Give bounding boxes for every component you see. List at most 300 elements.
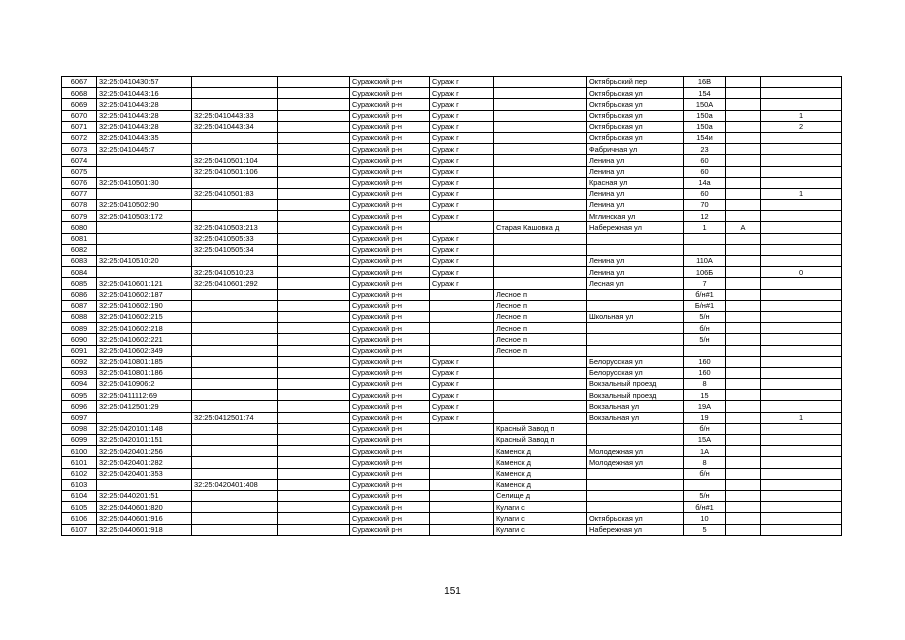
cell-town: Сураж г [430, 77, 494, 88]
cell-extra-code [278, 446, 350, 457]
cell-house-number: 160 [684, 367, 726, 378]
cell-row-number: 6104 [62, 490, 97, 501]
cell-extra-code [278, 110, 350, 121]
cell-flat-number: 0 [761, 267, 842, 278]
cell-extra-code [278, 267, 350, 278]
cell-town: Сураж г [430, 155, 494, 166]
cell-cadastral-number: 32:25:0440601:916 [97, 513, 192, 524]
cell-building-letter [726, 468, 761, 479]
cell-flat-number [761, 367, 842, 378]
cell-extra-code [278, 479, 350, 490]
table-row [62, 379, 842, 390]
cell-parent-cadastral-number [192, 289, 278, 300]
cell-extra-code [278, 166, 350, 177]
cell-extra-code [278, 121, 350, 132]
cell-building-letter [726, 233, 761, 244]
cell-house-number: 106Б [684, 267, 726, 278]
cell-building-letter [726, 188, 761, 199]
cell-house-number: 8 [684, 379, 726, 390]
cell-street: Белорусская ул [587, 356, 684, 367]
cell-town: Сураж г [430, 256, 494, 267]
cell-parent-cadastral-number: 32:25:0410501:104 [192, 155, 278, 166]
cell-extra-code [278, 244, 350, 255]
cell-house-number [684, 233, 726, 244]
cell-extra-code [278, 401, 350, 412]
cell-street: Ленина ул [587, 200, 684, 211]
cell-street [587, 300, 684, 311]
cell-row-number: 6079 [62, 211, 97, 222]
cell-cadastral-number: 32:25:0410602:221 [97, 334, 192, 345]
cell-street: Молодежная ул [587, 446, 684, 457]
cell-row-number: 6082 [62, 244, 97, 255]
cell-parent-cadastral-number: 32:25:0412501:74 [192, 412, 278, 423]
table-row [62, 166, 842, 177]
cell-district: Суражский р-н [350, 244, 430, 255]
cell-row-number: 6107 [62, 524, 97, 535]
cell-building-letter [726, 267, 761, 278]
cell-flat-number [761, 457, 842, 468]
cell-building-letter [726, 166, 761, 177]
cell-street: Набережная ул [587, 222, 684, 233]
registry-table [61, 76, 842, 536]
cell-district: Суражский р-н [350, 311, 430, 322]
cell-row-number: 6092 [62, 356, 97, 367]
cell-flat-number [761, 244, 842, 255]
cell-flat-number [761, 356, 842, 367]
table-row [62, 513, 842, 524]
cell-cadastral-number [97, 188, 192, 199]
cell-town: Сураж г [430, 244, 494, 255]
cell-row-number: 6100 [62, 446, 97, 457]
cell-building-letter [726, 256, 761, 267]
cell-building-letter [726, 446, 761, 457]
cell-street: Молодежная ул [587, 457, 684, 468]
cell-flat-number [761, 155, 842, 166]
cell-street [587, 345, 684, 356]
cell-cadastral-number: 32:25:0420101:151 [97, 435, 192, 446]
cell-building-letter [726, 334, 761, 345]
cell-town: Сураж г [430, 390, 494, 401]
cell-cadastral-number: 32:25:0410906:2 [97, 379, 192, 390]
table-row [62, 233, 842, 244]
cell-building-letter [726, 278, 761, 289]
cell-flat-number [761, 222, 842, 233]
cell-town: Сураж г [430, 267, 494, 278]
cell-flat-number [761, 256, 842, 267]
cell-settlement: Лесное п [494, 311, 587, 322]
cell-street: Красная ул [587, 177, 684, 188]
cell-district: Суражский р-н [350, 345, 430, 356]
cell-town: Сураж г [430, 233, 494, 244]
cell-town [430, 345, 494, 356]
cell-row-number: 6091 [62, 345, 97, 356]
cell-house-number: 1 [684, 222, 726, 233]
cell-row-number: 6069 [62, 99, 97, 110]
cell-flat-number [761, 278, 842, 289]
cell-row-number: 6094 [62, 379, 97, 390]
cell-parent-cadastral-number [192, 323, 278, 334]
table-row [62, 144, 842, 155]
cell-house-number: б/н [684, 423, 726, 434]
cell-parent-cadastral-number: 32:25:0410501:106 [192, 166, 278, 177]
cell-settlement [494, 177, 587, 188]
cell-building-letter [726, 356, 761, 367]
cell-settlement: Каменск д [494, 468, 587, 479]
cell-cadastral-number: 32:25:0440601:820 [97, 502, 192, 513]
cell-extra-code [278, 177, 350, 188]
cell-building-letter [726, 77, 761, 88]
cell-settlement: Старая Кашовка д [494, 222, 587, 233]
cell-parent-cadastral-number: 32:25:0410443:33 [192, 110, 278, 121]
cell-town [430, 490, 494, 501]
page-number: 151 [444, 586, 461, 597]
cell-district: Суражский р-н [350, 300, 430, 311]
table-row [62, 77, 842, 88]
cell-street: Лесная ул [587, 278, 684, 289]
cell-street [587, 435, 684, 446]
cell-row-number: 6081 [62, 233, 97, 244]
cell-cadastral-number: 32:25:0410510:20 [97, 256, 192, 267]
cell-row-number: 6101 [62, 457, 97, 468]
cell-cadastral-number: 32:25:0410443:35 [97, 132, 192, 143]
cell-flat-number [761, 311, 842, 322]
cell-district: Суражский р-н [350, 367, 430, 378]
table-row [62, 479, 842, 490]
cell-street: Ленина ул [587, 155, 684, 166]
cell-building-letter [726, 479, 761, 490]
cell-house-number: 10 [684, 513, 726, 524]
cell-settlement: Кулаги с [494, 513, 587, 524]
cell-street [587, 468, 684, 479]
cell-parent-cadastral-number [192, 99, 278, 110]
cell-flat-number: 1 [761, 188, 842, 199]
cell-cadastral-number: 32:25:0410602:187 [97, 289, 192, 300]
table-row [62, 132, 842, 143]
cell-parent-cadastral-number [192, 144, 278, 155]
cell-settlement: Лесное п [494, 289, 587, 300]
cell-parent-cadastral-number [192, 490, 278, 501]
cell-parent-cadastral-number [192, 457, 278, 468]
cell-flat-number [761, 345, 842, 356]
cell-building-letter [726, 244, 761, 255]
cell-town [430, 222, 494, 233]
cell-extra-code [278, 490, 350, 501]
cell-cadastral-number: 32:25:0410445:7 [97, 144, 192, 155]
cell-cadastral-number: 32:25:0410443:28 [97, 99, 192, 110]
cell-cadastral-number: 32:25:0420401:353 [97, 468, 192, 479]
cell-extra-code [278, 524, 350, 535]
table-row [62, 323, 842, 334]
cell-settlement [494, 121, 587, 132]
table-row [62, 278, 842, 289]
cell-building-letter [726, 300, 761, 311]
cell-row-number: 6086 [62, 289, 97, 300]
cell-row-number: 6099 [62, 435, 97, 446]
cell-district: Суражский р-н [350, 524, 430, 535]
cell-cadastral-number: 32:25:0420401:282 [97, 457, 192, 468]
cell-house-number: б/н [684, 468, 726, 479]
cell-flat-number [761, 323, 842, 334]
cell-street: Октябрьская ул [587, 121, 684, 132]
cell-house-number: 5/н [684, 490, 726, 501]
cell-cadastral-number [97, 233, 192, 244]
cell-building-letter [726, 412, 761, 423]
cell-parent-cadastral-number: 32:25:0410505:34 [192, 244, 278, 255]
cell-house-number: б/н#1 [684, 502, 726, 513]
cell-cadastral-number: 32:25:0410430:57 [97, 77, 192, 88]
cell-flat-number [761, 88, 842, 99]
table-row [62, 311, 842, 322]
cell-flat-number [761, 99, 842, 110]
cell-cadastral-number: 32:25:0410801:186 [97, 367, 192, 378]
cell-cadastral-number [97, 166, 192, 177]
cell-settlement: Красный Завод п [494, 423, 587, 434]
cell-house-number: 5 [684, 524, 726, 535]
cell-parent-cadastral-number [192, 401, 278, 412]
cell-town: Сураж г [430, 200, 494, 211]
cell-district: Суражский р-н [350, 177, 430, 188]
cell-row-number: 6078 [62, 200, 97, 211]
cell-parent-cadastral-number: 32:25:0420401:408 [192, 479, 278, 490]
cell-extra-code [278, 311, 350, 322]
cell-town: Сураж г [430, 379, 494, 390]
cell-row-number: 6098 [62, 423, 97, 434]
cell-parent-cadastral-number [192, 390, 278, 401]
cell-extra-code [278, 412, 350, 423]
cell-district: Суражский р-н [350, 289, 430, 300]
cell-extra-code [278, 88, 350, 99]
cell-town: Сураж г [430, 166, 494, 177]
cell-settlement [494, 278, 587, 289]
cell-street: Ленина ул [587, 166, 684, 177]
cell-street: Фабричная ул [587, 144, 684, 155]
cell-town [430, 446, 494, 457]
cell-row-number: 6088 [62, 311, 97, 322]
cell-extra-code [278, 513, 350, 524]
cell-district: Суражский р-н [350, 188, 430, 199]
table-row [62, 300, 842, 311]
table-row [62, 502, 842, 513]
cell-settlement [494, 188, 587, 199]
cell-house-number: 70 [684, 200, 726, 211]
cell-row-number: 6105 [62, 502, 97, 513]
cell-street: Октябрьская ул [587, 88, 684, 99]
cell-town [430, 457, 494, 468]
cell-house-number: 8 [684, 457, 726, 468]
cell-town [430, 513, 494, 524]
cell-parent-cadastral-number [192, 77, 278, 88]
cell-town: Сураж г [430, 188, 494, 199]
cell-cadastral-number: 32:25:0420101:148 [97, 423, 192, 434]
cell-street: Вокзальная ул [587, 412, 684, 423]
cell-house-number: 60 [684, 166, 726, 177]
cell-settlement [494, 88, 587, 99]
cell-town: Сураж г [430, 88, 494, 99]
cell-cadastral-number: 32:25:0410502:90 [97, 200, 192, 211]
cell-extra-code [278, 390, 350, 401]
cell-settlement [494, 233, 587, 244]
cell-district: Суражский р-н [350, 233, 430, 244]
cell-cadastral-number: 32:25:0410443:16 [97, 88, 192, 99]
cell-flat-number [761, 379, 842, 390]
cell-district: Суражский р-н [350, 479, 430, 490]
cell-house-number: 60 [684, 188, 726, 199]
cell-cadastral-number: 32:25:0410602:190 [97, 300, 192, 311]
cell-town: Сураж г [430, 412, 494, 423]
table-row [62, 155, 842, 166]
cell-house-number: 150а [684, 110, 726, 121]
table-row [62, 435, 842, 446]
cell-settlement [494, 155, 587, 166]
cell-flat-number [761, 524, 842, 535]
cell-extra-code [278, 289, 350, 300]
cell-extra-code [278, 435, 350, 446]
cell-settlement: Лесное п [494, 300, 587, 311]
cell-parent-cadastral-number [192, 468, 278, 479]
cell-extra-code [278, 334, 350, 345]
cell-district: Суражский р-н [350, 502, 430, 513]
cell-cadastral-number: 32:25:0410443:28 [97, 110, 192, 121]
cell-row-number: 6073 [62, 144, 97, 155]
table-row [62, 446, 842, 457]
cell-settlement: Красный Завод п [494, 435, 587, 446]
cell-town: Сураж г [430, 144, 494, 155]
cell-street: Ленина ул [587, 267, 684, 278]
cell-house-number [684, 479, 726, 490]
cell-parent-cadastral-number [192, 200, 278, 211]
cell-district: Суражский р-н [350, 468, 430, 479]
cell-house-number: 60 [684, 155, 726, 166]
cell-town [430, 300, 494, 311]
cell-house-number: Б/н#1 [684, 300, 726, 311]
cell-district: Суражский р-н [350, 390, 430, 401]
cell-settlement [494, 356, 587, 367]
cell-street [587, 323, 684, 334]
cell-flat-number [761, 435, 842, 446]
cell-district: Суражский р-н [350, 77, 430, 88]
table-row [62, 412, 842, 423]
cell-settlement [494, 379, 587, 390]
cell-town [430, 289, 494, 300]
cell-parent-cadastral-number [192, 423, 278, 434]
cell-district: Суражский р-н [350, 513, 430, 524]
cell-house-number: 150А [684, 99, 726, 110]
cell-building-letter: А [726, 222, 761, 233]
cell-settlement [494, 200, 587, 211]
cell-parent-cadastral-number [192, 311, 278, 322]
cell-cadastral-number [97, 267, 192, 278]
cell-flat-number [761, 211, 842, 222]
cell-cadastral-number: 32:25:0410602:215 [97, 311, 192, 322]
cell-parent-cadastral-number: 32:25:0410510:23 [192, 267, 278, 278]
cell-parent-cadastral-number [192, 88, 278, 99]
cell-building-letter [726, 435, 761, 446]
cell-town [430, 502, 494, 513]
cell-extra-code [278, 155, 350, 166]
cell-house-number: 19А [684, 401, 726, 412]
cell-district: Суражский р-н [350, 278, 430, 289]
cell-building-letter [726, 99, 761, 110]
cell-flat-number [761, 446, 842, 457]
cell-row-number: 6093 [62, 367, 97, 378]
cell-town: Сураж г [430, 356, 494, 367]
cell-district: Суражский р-н [350, 490, 430, 501]
cell-street [587, 490, 684, 501]
cell-flat-number: 2 [761, 121, 842, 132]
cell-parent-cadastral-number [192, 379, 278, 390]
cell-house-number: 5/н [684, 311, 726, 322]
cell-building-letter [726, 177, 761, 188]
cell-settlement [494, 77, 587, 88]
cell-house-number: б/н [684, 323, 726, 334]
cell-building-letter [726, 390, 761, 401]
table-row [62, 110, 842, 121]
cell-parent-cadastral-number [192, 177, 278, 188]
cell-settlement: Лесное п [494, 334, 587, 345]
cell-settlement [494, 412, 587, 423]
cell-district: Суражский р-н [350, 356, 430, 367]
cell-house-number: 15А [684, 435, 726, 446]
cell-house-number: 19 [684, 412, 726, 423]
cell-cadastral-number: 32:25:0412501:29 [97, 401, 192, 412]
cell-cadastral-number: 32:25:0410443:28 [97, 121, 192, 132]
table-row [62, 200, 842, 211]
cell-row-number: 6106 [62, 513, 97, 524]
cell-building-letter [726, 200, 761, 211]
cell-flat-number [761, 401, 842, 412]
cell-parent-cadastral-number [192, 524, 278, 535]
cell-settlement [494, 401, 587, 412]
table-row [62, 188, 842, 199]
cell-building-letter [726, 367, 761, 378]
cell-row-number: 6075 [62, 166, 97, 177]
cell-house-number: б/н#1 [684, 289, 726, 300]
table-row [62, 490, 842, 501]
cell-district: Суражский р-н [350, 435, 430, 446]
cell-flat-number: 1 [761, 412, 842, 423]
table-row [62, 177, 842, 188]
cell-flat-number [761, 200, 842, 211]
cell-parent-cadastral-number: 32:25:0410501:83 [192, 188, 278, 199]
cell-row-number: 6103 [62, 479, 97, 490]
cell-street: Ленина ул [587, 256, 684, 267]
cell-cadastral-number [97, 244, 192, 255]
table-row [62, 401, 842, 412]
cell-street: Школьная ул [587, 311, 684, 322]
cell-flat-number [761, 77, 842, 88]
table-row [62, 256, 842, 267]
cell-building-letter [726, 311, 761, 322]
cell-district: Суражский р-н [350, 155, 430, 166]
cell-house-number [684, 244, 726, 255]
table-row [62, 468, 842, 479]
cell-settlement: Каменск д [494, 479, 587, 490]
cell-row-number: 6096 [62, 401, 97, 412]
cell-town: Сураж г [430, 211, 494, 222]
cell-cadastral-number [97, 479, 192, 490]
cell-house-number: 16В [684, 77, 726, 88]
cell-settlement: Лесное п [494, 323, 587, 334]
cell-settlement [494, 244, 587, 255]
cell-house-number: 1А [684, 446, 726, 457]
cell-building-letter [726, 502, 761, 513]
cell-cadastral-number [97, 222, 192, 233]
cell-building-letter [726, 88, 761, 99]
cell-town: Сураж г [430, 121, 494, 132]
table-row [62, 99, 842, 110]
cell-building-letter [726, 289, 761, 300]
cell-district: Суражский р-н [350, 412, 430, 423]
